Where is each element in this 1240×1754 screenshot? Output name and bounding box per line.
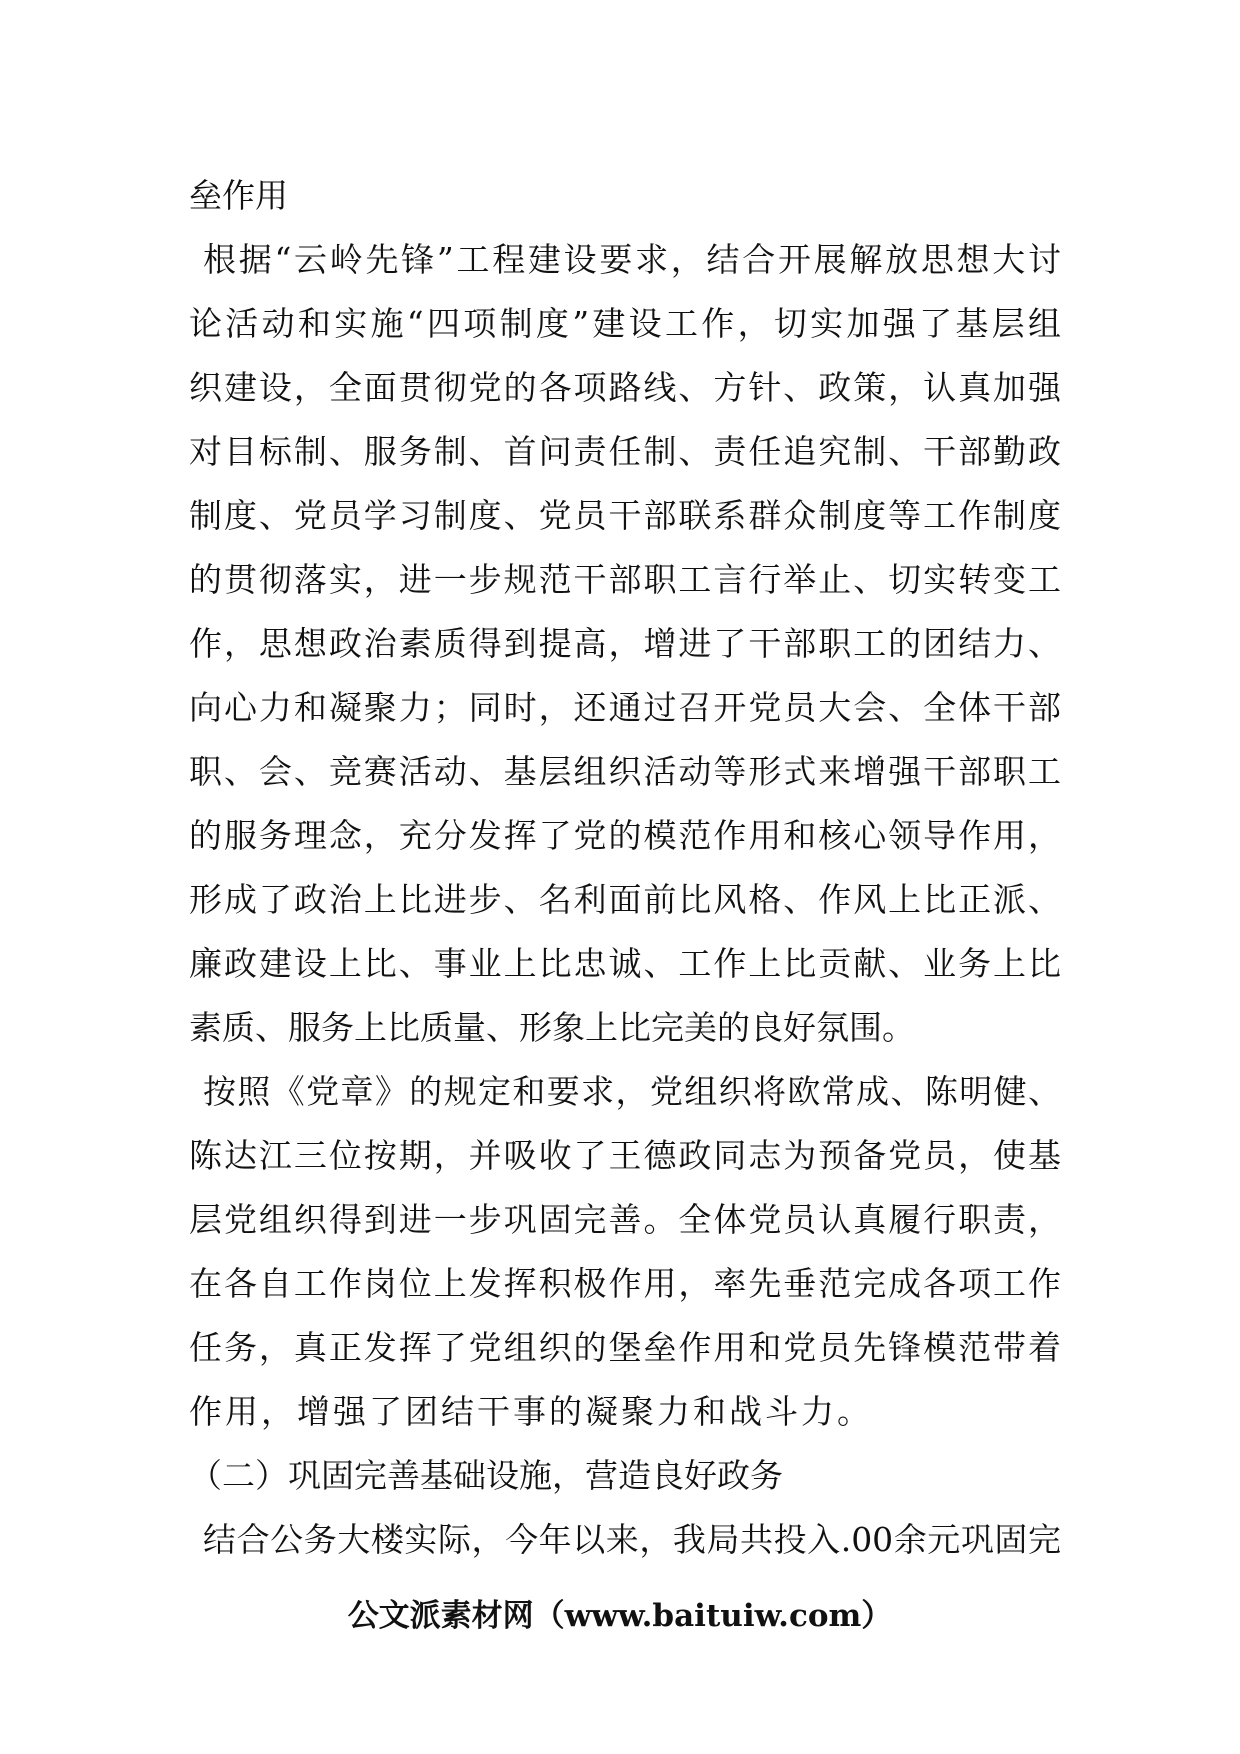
text-line: 垒作用 bbox=[189, 176, 288, 215]
document-body bbox=[189, 164, 1061, 1572]
text-line: 结合公务大楼实际，今年以来，我局共投入.00余元巩固完 bbox=[203, 1520, 1061, 1559]
text-line: 作用，增强了团结干事的凝聚力和战斗力。 bbox=[189, 1392, 873, 1431]
text-line: 向心力和凝聚力；同时，还通过召开党员大会、全体干部 bbox=[189, 688, 1061, 727]
text-line: 形成了政治上比进步、名利面前比风格、作风上比正派、 bbox=[189, 880, 1061, 919]
text-line: 论活动和实施“四项制度”建设工作，切实加强了基层组 bbox=[189, 304, 1061, 343]
text-line: 层党组织得到进一步巩固完善。全体党员认真履行职责， bbox=[189, 1200, 1061, 1239]
text-line: 陈达江三位按期，并吸收了王德政同志为预备党员，使基 bbox=[189, 1136, 1061, 1175]
page-footer: 公文派素材网（www.baituiw.com） bbox=[347, 1598, 893, 1634]
text-line: 作，思想政治素质得到提高，增进了干部职工的团结力、 bbox=[189, 624, 1061, 663]
text-line: 对目标制、服务制、首问责任制、责任追究制、干部勤政 bbox=[189, 432, 1061, 471]
text-line: 的贯彻落实，进一步规范干部职工言行举止、切实转变工 bbox=[189, 560, 1061, 599]
section-heading: （二）巩固完善基础设施，营造良好政务 bbox=[189, 1456, 783, 1495]
text-line: 按照《党章》的规定和要求，党组织将欧常成、陈明健、 bbox=[203, 1072, 1061, 1111]
text-line: 的服务理念，充分发挥了党的模范作用和核心领导作用， bbox=[189, 816, 1061, 855]
text-line: 廉政建设上比、事业上比忠诚、工作上比贡献、业务上比 bbox=[189, 944, 1061, 983]
text-line: 根据“云岭先锋”工程建设要求，结合开展解放思想大讨 bbox=[203, 240, 1061, 279]
text-line: 制度、党员学习制度、党员干部联系群众制度等工作制度 bbox=[189, 496, 1061, 535]
text-line: 素质、服务上比质量、形象上比完美的良好氛围。 bbox=[189, 1008, 915, 1047]
text-line: 在各自工作岗位上发挥积极作用，率先垂范完成各项工作 bbox=[189, 1264, 1061, 1303]
text-line: 职、会、竞赛活动、基层组织活动等形式来增强干部职工 bbox=[189, 752, 1061, 791]
text-line: 任务，真正发挥了党组织的堡垒作用和党员先锋模范带着 bbox=[189, 1328, 1061, 1367]
text-line: 织建设，全面贯彻党的各项路线、方针、政策，认真加强 bbox=[189, 368, 1061, 407]
